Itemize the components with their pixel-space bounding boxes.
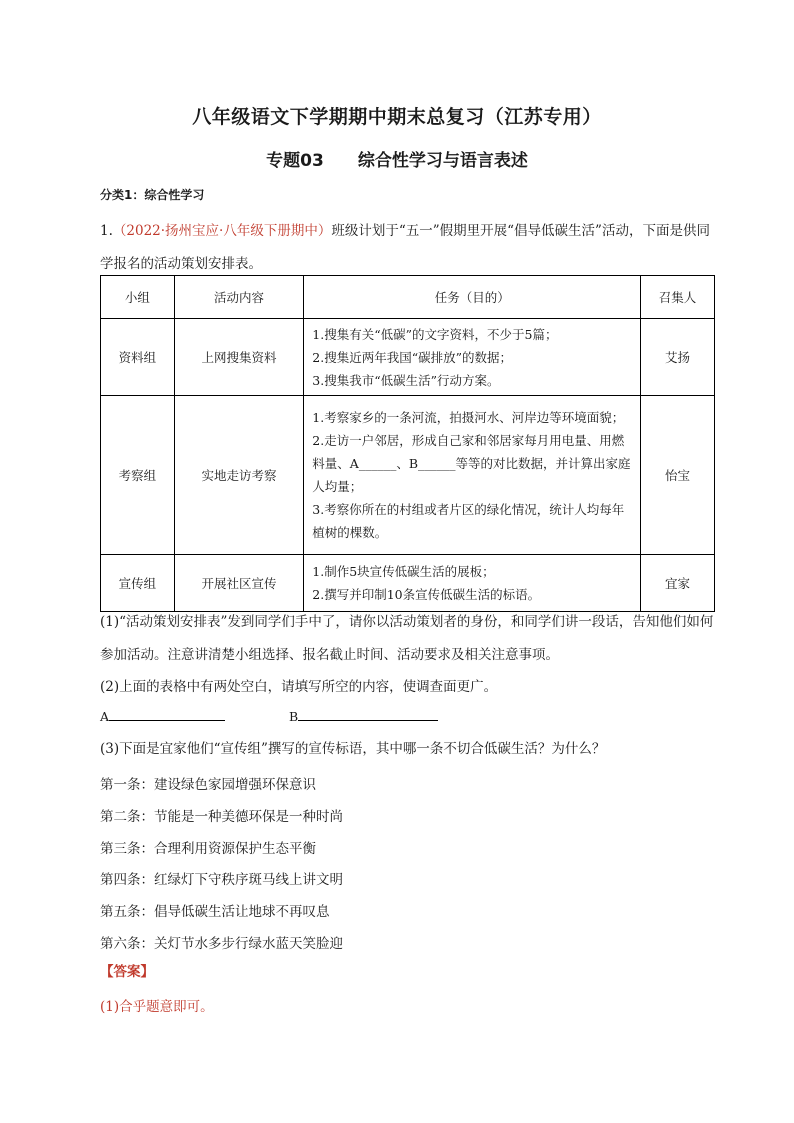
task-cell <box>304 396 641 555</box>
blank-b-line <box>298 707 438 721</box>
task-line: 1.制作5块宣传低碳生活的展板； <box>312 564 495 579</box>
question-number: 1. <box>100 223 113 239</box>
task-line: 1.考察家乡的一条河流，拍摄河水、河岸边等环境面貌； <box>312 410 625 425</box>
slogan-item: 第六条：关灯节水多步行绿水蓝天笑脸迎 <box>100 936 343 952</box>
leader-cell: 艾扬 <box>641 319 715 396</box>
table-header: 召集人 <box>641 276 715 319</box>
answer-1: (1)合乎题意即可。 <box>100 999 214 1015</box>
sub-question-1: (1)“活动策划安排表”发到同学们手中了，请你以活动策划者的身份，和同学们讲一段话，告知他们如何参加活动。注意讲清楚小组选择、报名截止时间、活动要求及相关注意事项。 <box>100 614 714 663</box>
answer-blanks <box>100 707 438 724</box>
sub-question-3: (3)下面是宜家他们“宣传组”撰写的宣传标语，其中哪一条不切合低碳生活？为什么？ <box>100 741 606 757</box>
task-line: 2.搜集近两年我国“碳排放”的数据； <box>312 349 513 365</box>
category-heading: 分类1：综合性学习 <box>100 188 205 202</box>
slogan-item: 第一条：建设绿色家园增强环保意识 <box>100 777 316 793</box>
slogan-item: 第三条：合理利用资源保护生态平衡 <box>100 841 316 857</box>
task-line: 1.搜集有关“低碳”的文字资料，不少于5篇； <box>312 326 558 342</box>
group-cell: 考察组 <box>101 396 175 555</box>
answer-label: 【答案】 <box>100 964 154 980</box>
document-subtitle: 专题03 综合性学习与语言表述 <box>266 151 528 171</box>
blank-b-label: B <box>289 709 299 724</box>
table-header-row <box>101 276 715 319</box>
table-row <box>101 555 715 612</box>
content-cell: 上网搜集资料 <box>174 319 303 396</box>
slogan-item: 第二条：节能是一种美德环保是一种时尚 <box>100 809 343 825</box>
task-line: 3.搜集我市“低碳生活”行动方案。 <box>312 372 500 388</box>
task-cell <box>304 555 641 612</box>
group-cell: 宣传组 <box>101 555 175 612</box>
question-source: （2022·扬州宝应·八年级下册期中） <box>112 223 332 239</box>
task-line: 2.撰写并印制10条宣传低碳生活的标语。 <box>312 587 541 602</box>
task-line: 2.走访一户邻居，形成自己家和邻居家每月用电量、用燃料量、A______、B______等等的对比数据，并计算出家庭人均量； <box>312 433 631 494</box>
table-header: 任务（目的） <box>304 276 641 319</box>
task-cell <box>304 319 641 396</box>
task-line: 3.考察你所在的村组或者片区的绿化情况，统计人均每年植树的棵数。 <box>312 502 625 540</box>
slogan-item: 第四条：红绿灯下守秩序斑马线上讲文明 <box>100 872 343 888</box>
slogan-item: 第五条：倡导低碳生活让地球不再叹息 <box>100 904 330 920</box>
document-title: 八年级语文下学期期中期末总复习（江苏专用） <box>192 106 602 128</box>
table-header: 小组 <box>101 276 175 319</box>
content-cell: 开展社区宣传 <box>174 555 303 612</box>
sub-question-2: (2)上面的表格中有两处空白，请填写所空的内容，使调查面更广。 <box>100 679 498 695</box>
group-cell: 资料组 <box>101 319 175 396</box>
activity-plan-table <box>100 275 715 612</box>
table-row <box>101 396 715 555</box>
table-row <box>101 319 715 396</box>
leader-cell: 宜家 <box>641 555 715 612</box>
table-header: 活动内容 <box>174 276 303 319</box>
question-1 <box>100 215 720 281</box>
content-cell: 实地走访考察 <box>174 396 303 555</box>
blank-a-line <box>109 707 225 721</box>
blank-a-label: A <box>100 709 110 724</box>
question-stem: 班级计划于“五一”假期里开展“倡导低碳生活”活动，下面是供同学报名的活动策划安排表。 <box>100 223 710 272</box>
leader-cell: 怡宝 <box>641 396 715 555</box>
